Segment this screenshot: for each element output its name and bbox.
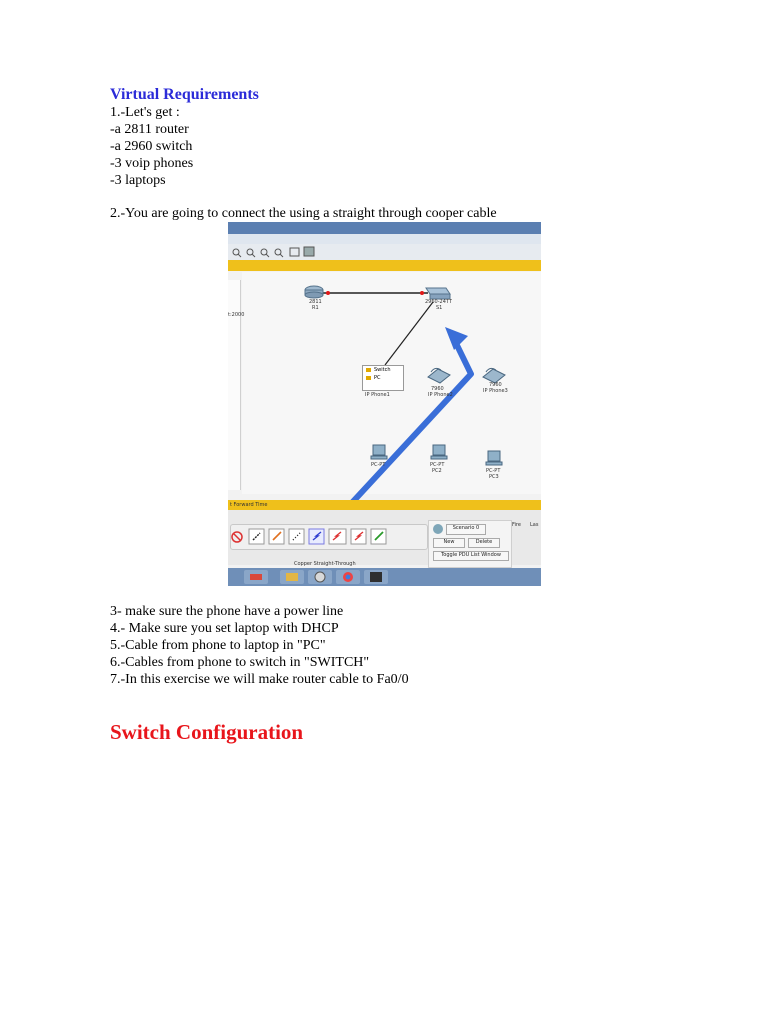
fire-column: Fire <box>512 522 521 528</box>
toggle-pdu-button[interactable]: Toggle PDU List Window <box>433 551 509 561</box>
scenario-select[interactable]: Scenario 0 <box>446 524 486 535</box>
ip-phone-icon <box>428 368 450 383</box>
yellow-bar-bottom <box>228 500 541 510</box>
link-led <box>326 291 330 295</box>
phone-label: IP Phone1 <box>365 392 390 398</box>
pc-name: PC3 <box>489 474 499 480</box>
last-column: Las <box>530 522 539 528</box>
forward-time-text: t Forward Time <box>230 502 268 508</box>
switch-phone-link <box>385 302 433 365</box>
list-item: 3- make sure the phone have a power line <box>110 604 344 619</box>
step-2-text: 2.-You are going to connect the using a straight through cooper cable <box>110 206 497 221</box>
left-panel-text: t:2000 <box>228 312 245 318</box>
list-item: -a 2811 router <box>110 122 189 137</box>
list-item: -3 voip phones <box>110 156 194 171</box>
pc-icon <box>371 445 387 459</box>
switch-name: S1 <box>436 305 443 311</box>
link-led <box>420 291 424 295</box>
popup-item-switch[interactable]: Switch <box>363 366 403 374</box>
popup-item-pc[interactable]: PC <box>363 374 403 382</box>
switch-icon <box>426 288 450 299</box>
phone-label: IP Phone2 <box>428 392 453 398</box>
router-label: 2811 <box>309 299 322 305</box>
pc-icon <box>431 445 447 459</box>
pc-name: PC2 <box>432 468 442 474</box>
cable-caption: Copper Straight-Through <box>294 561 356 567</box>
list-item: -a 2960 switch <box>110 139 193 154</box>
pc-label: PC-PT <box>430 462 445 468</box>
phone-model-label: 7960 <box>431 386 444 392</box>
list-item: 1.-Let's get : <box>110 105 180 120</box>
switch-label: 2960-24TT <box>425 299 452 305</box>
list-item: 5.-Cable from phone to laptop in "PC" <box>110 638 326 653</box>
packet-tracer-screenshot <box>228 222 541 586</box>
taskbar-icons[interactable] <box>228 568 541 586</box>
cable-type-bar <box>230 524 428 550</box>
heading-switch-configuration: Switch Configuration <box>110 720 304 744</box>
pc-label: PC-PT <box>371 462 386 468</box>
router-name: R1 <box>312 305 319 311</box>
taskbar <box>228 568 541 586</box>
scenario-icon <box>433 524 443 534</box>
pc-label: PC-PT <box>486 468 501 474</box>
cable-icons[interactable] <box>231 525 427 549</box>
delete-button[interactable]: Delete <box>468 538 500 548</box>
phone-model-label: 7960 <box>489 382 502 388</box>
pc-icon <box>486 451 502 465</box>
cable-port-popup[interactable] <box>362 365 404 391</box>
new-button[interactable]: New <box>433 538 465 548</box>
heading-virtual-requirements: Virtual Requirements <box>110 86 259 103</box>
list-item: -3 laptops <box>110 173 166 188</box>
router-icon <box>305 286 323 298</box>
ip-phone-icon <box>483 368 505 383</box>
list-item: 7.-In this exercise we will make router cable to Fa0/0 <box>110 672 409 687</box>
scenario-panel <box>428 520 512 568</box>
phone-label: IP Phone3 <box>483 388 508 394</box>
list-item: 4.- Make sure you set laptop with DHCP <box>110 621 339 636</box>
list-item: 6.-Cables from phone to switch in "SWITCH" <box>110 655 370 670</box>
